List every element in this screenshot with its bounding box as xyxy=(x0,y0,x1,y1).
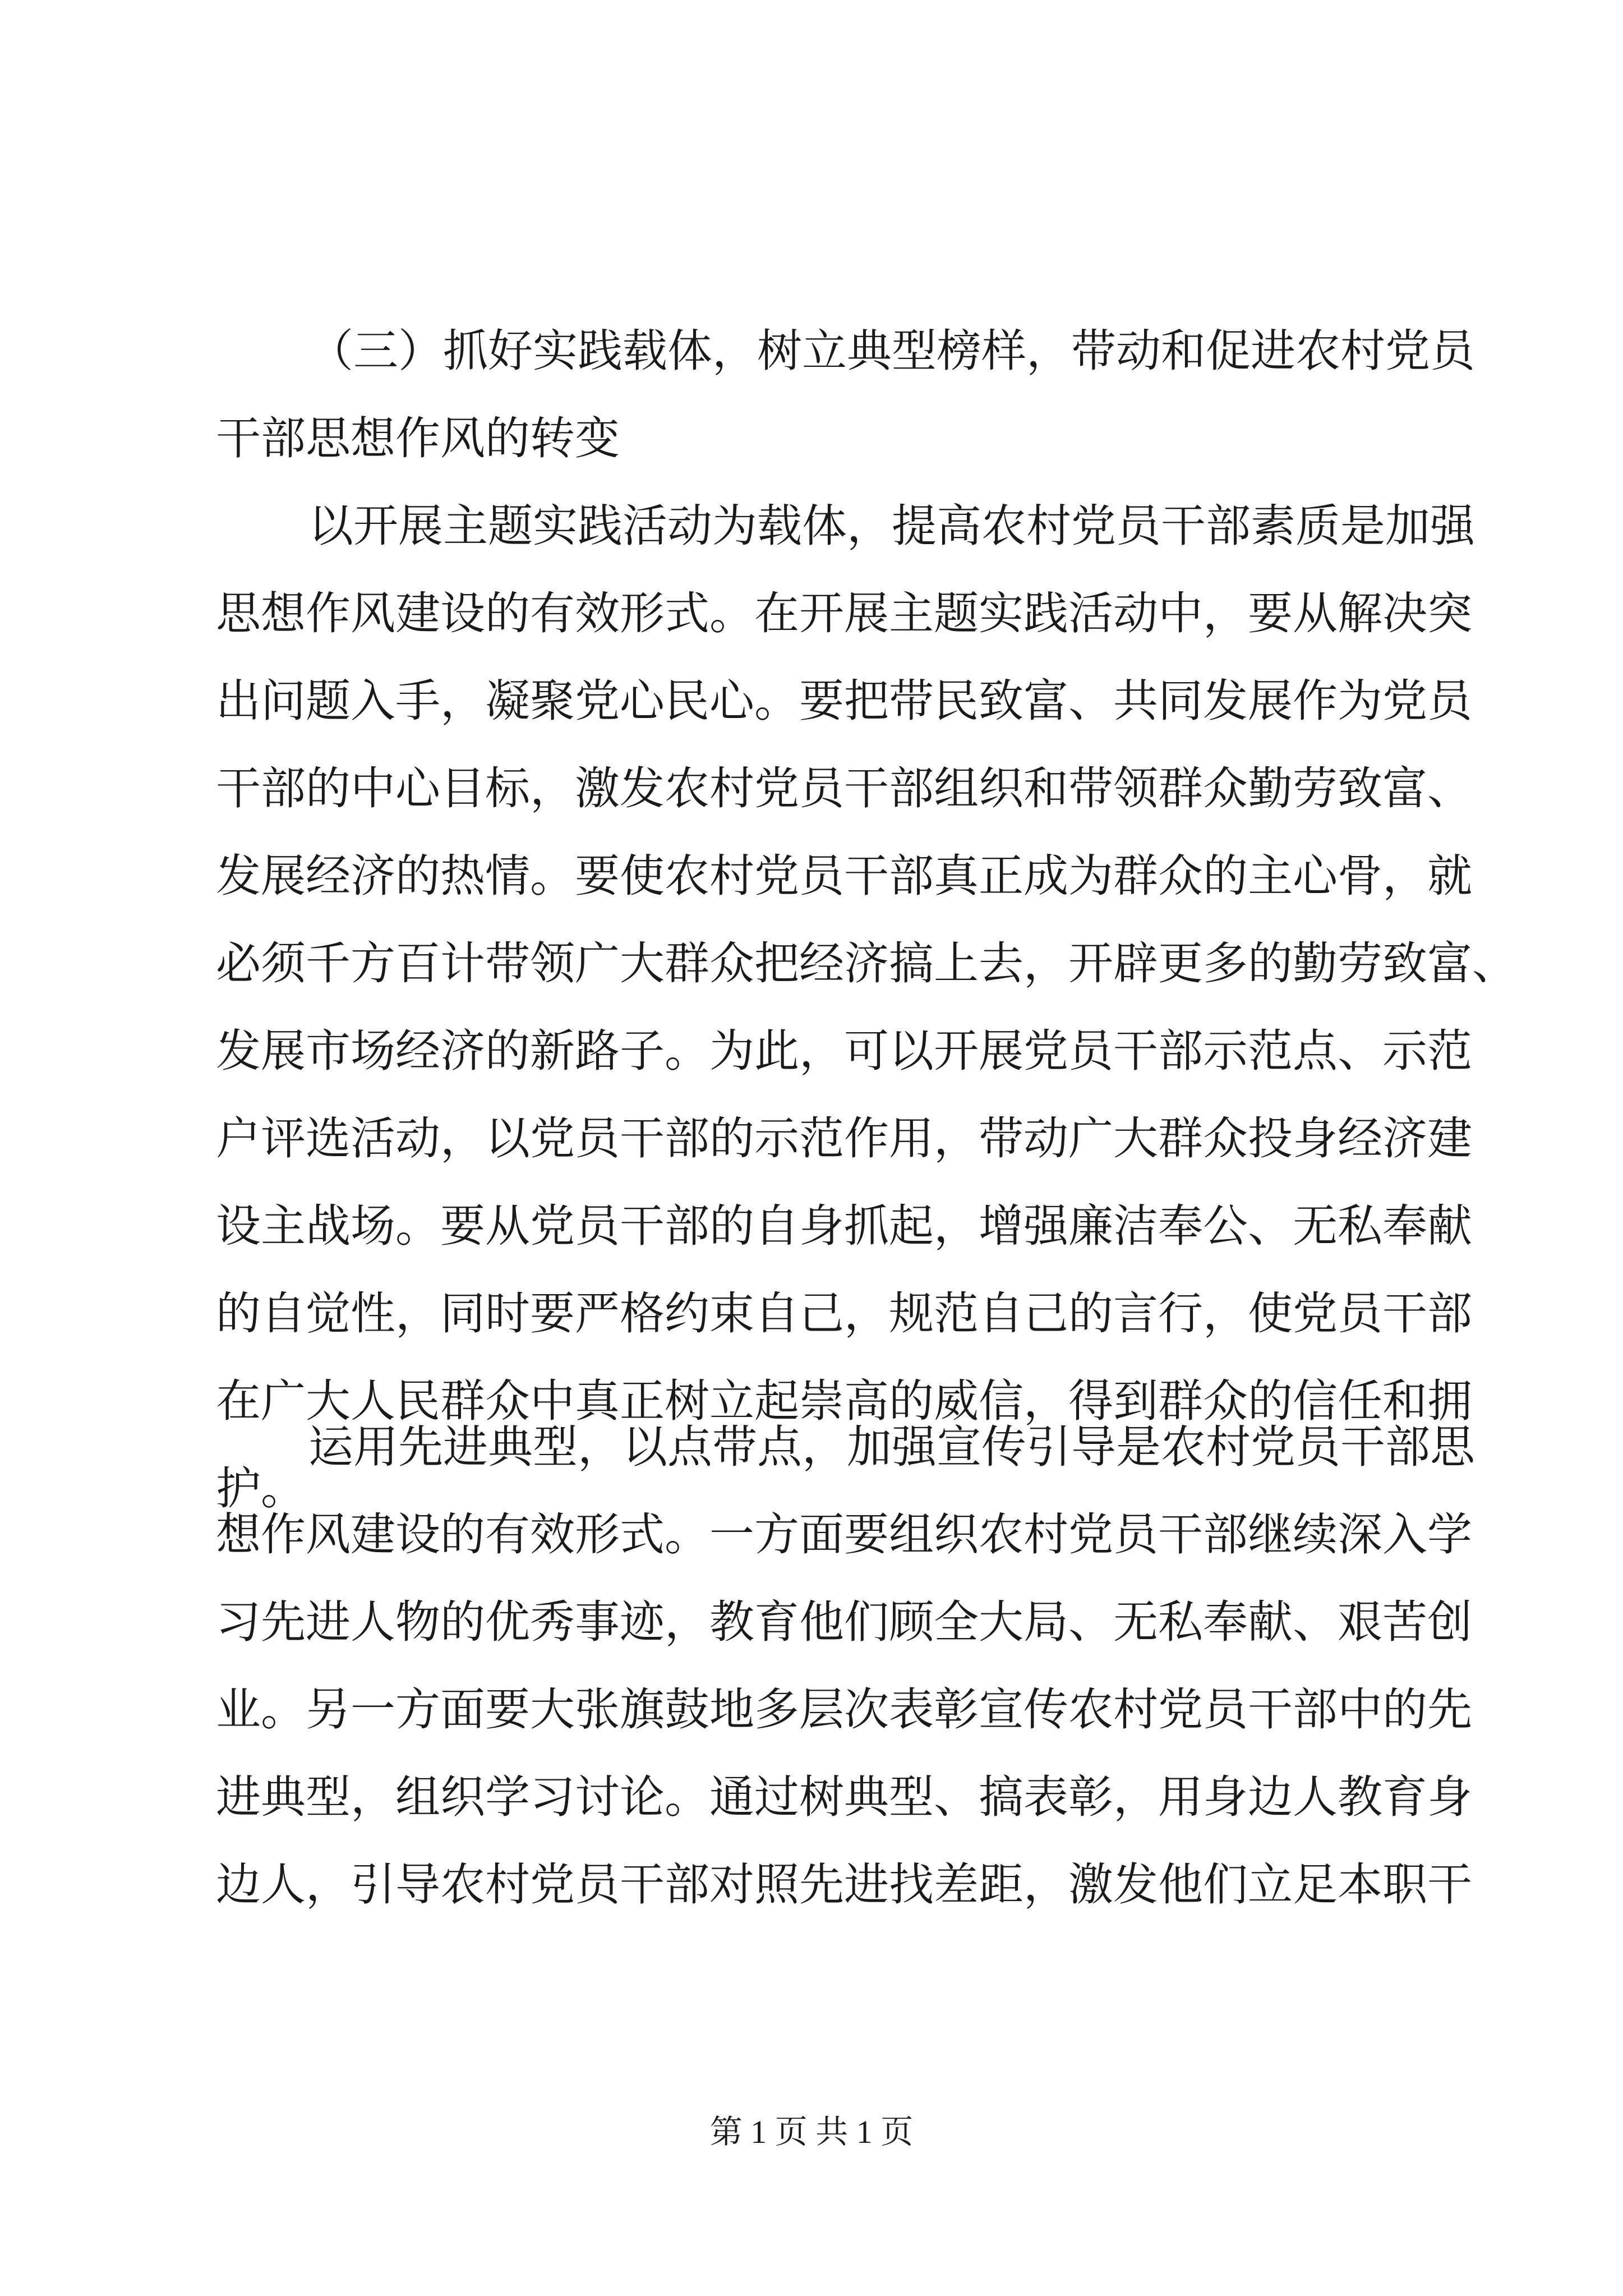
paragraph-line: 护。 xyxy=(216,1462,306,1515)
paragraph-line: 必须千方百计带领广大群众把经济搞上去，开辟更多的勤劳致富、 xyxy=(216,937,1517,990)
page-number-footer: 第 1 页 共 1 页 xyxy=(709,2114,914,2150)
paragraph-line: 户评选活动，以党员干部的示范作用，带动广大群众投身经济建 xyxy=(216,1112,1472,1165)
paragraph-line: 想作风建设的有效形式。一方面要组织农村党员干部继续深入学 xyxy=(216,1508,1472,1561)
paragraph-line: 在广大人民群众中真正树立起崇高的威信，得到群众的信任和拥 xyxy=(216,1375,1472,1427)
paragraph-line: 边人，引导农村党员干部对照先进找差距，激发他们立足本职干 xyxy=(216,1858,1472,1911)
heading-line: （三）抓好实践载体，树立典型榜样，带动和促进农村党员 xyxy=(308,325,1475,377)
paragraph-line: 进典型，组织学习讨论。通过树典型、搞表彰，用身边人教育身 xyxy=(216,1771,1472,1823)
paragraph-line: 发展经济的热情。要使农村党员干部真正成为群众的主心骨，就 xyxy=(216,850,1472,902)
paragraph-line: 干部的中心目标，激发农村党员干部组织和带领群众勤劳致富、 xyxy=(216,762,1472,815)
paragraph-line: 业。另一方面要大张旗鼓地多层次表彰宣传农村党员干部中的先 xyxy=(216,1683,1472,1736)
paragraph-line: 发展市场经济的新路子。为此，可以开展党员干部示范点、示范 xyxy=(216,1025,1472,1077)
body-paragraph-2 xyxy=(216,1404,1475,1929)
heading-line: 干部思想作风的转变 xyxy=(216,412,620,464)
paragraph-line: 运用先进典型，以点带点，加强宣传引导是农村党员干部思 xyxy=(308,1421,1475,1473)
body-paragraph-1 xyxy=(216,482,1517,1533)
section-heading xyxy=(216,307,1475,482)
paragraph-line: 设主战场。要从党员干部的自身抓起，增强廉洁奉公、无私奉献 xyxy=(216,1200,1472,1252)
paragraph-line: 习先进人物的优秀事迹，教育他们顾全大局、无私奉献、艰苦创 xyxy=(216,1596,1472,1648)
paragraph-line: 以开展主题实践活动为载体，提高农村党员干部素质是加强 xyxy=(308,500,1475,552)
paragraph-line: 思想作风建设的有效形式。在开展主题实践活动中，要从解决突 xyxy=(216,587,1472,639)
paragraph-line: 的自觉性，同时要严格约束自己，规范自己的言行，使党员干部 xyxy=(216,1287,1472,1340)
paragraph-line: 出问题入手，凝聚党心民心。要把带民致富、共同发展作为党员 xyxy=(216,675,1472,727)
